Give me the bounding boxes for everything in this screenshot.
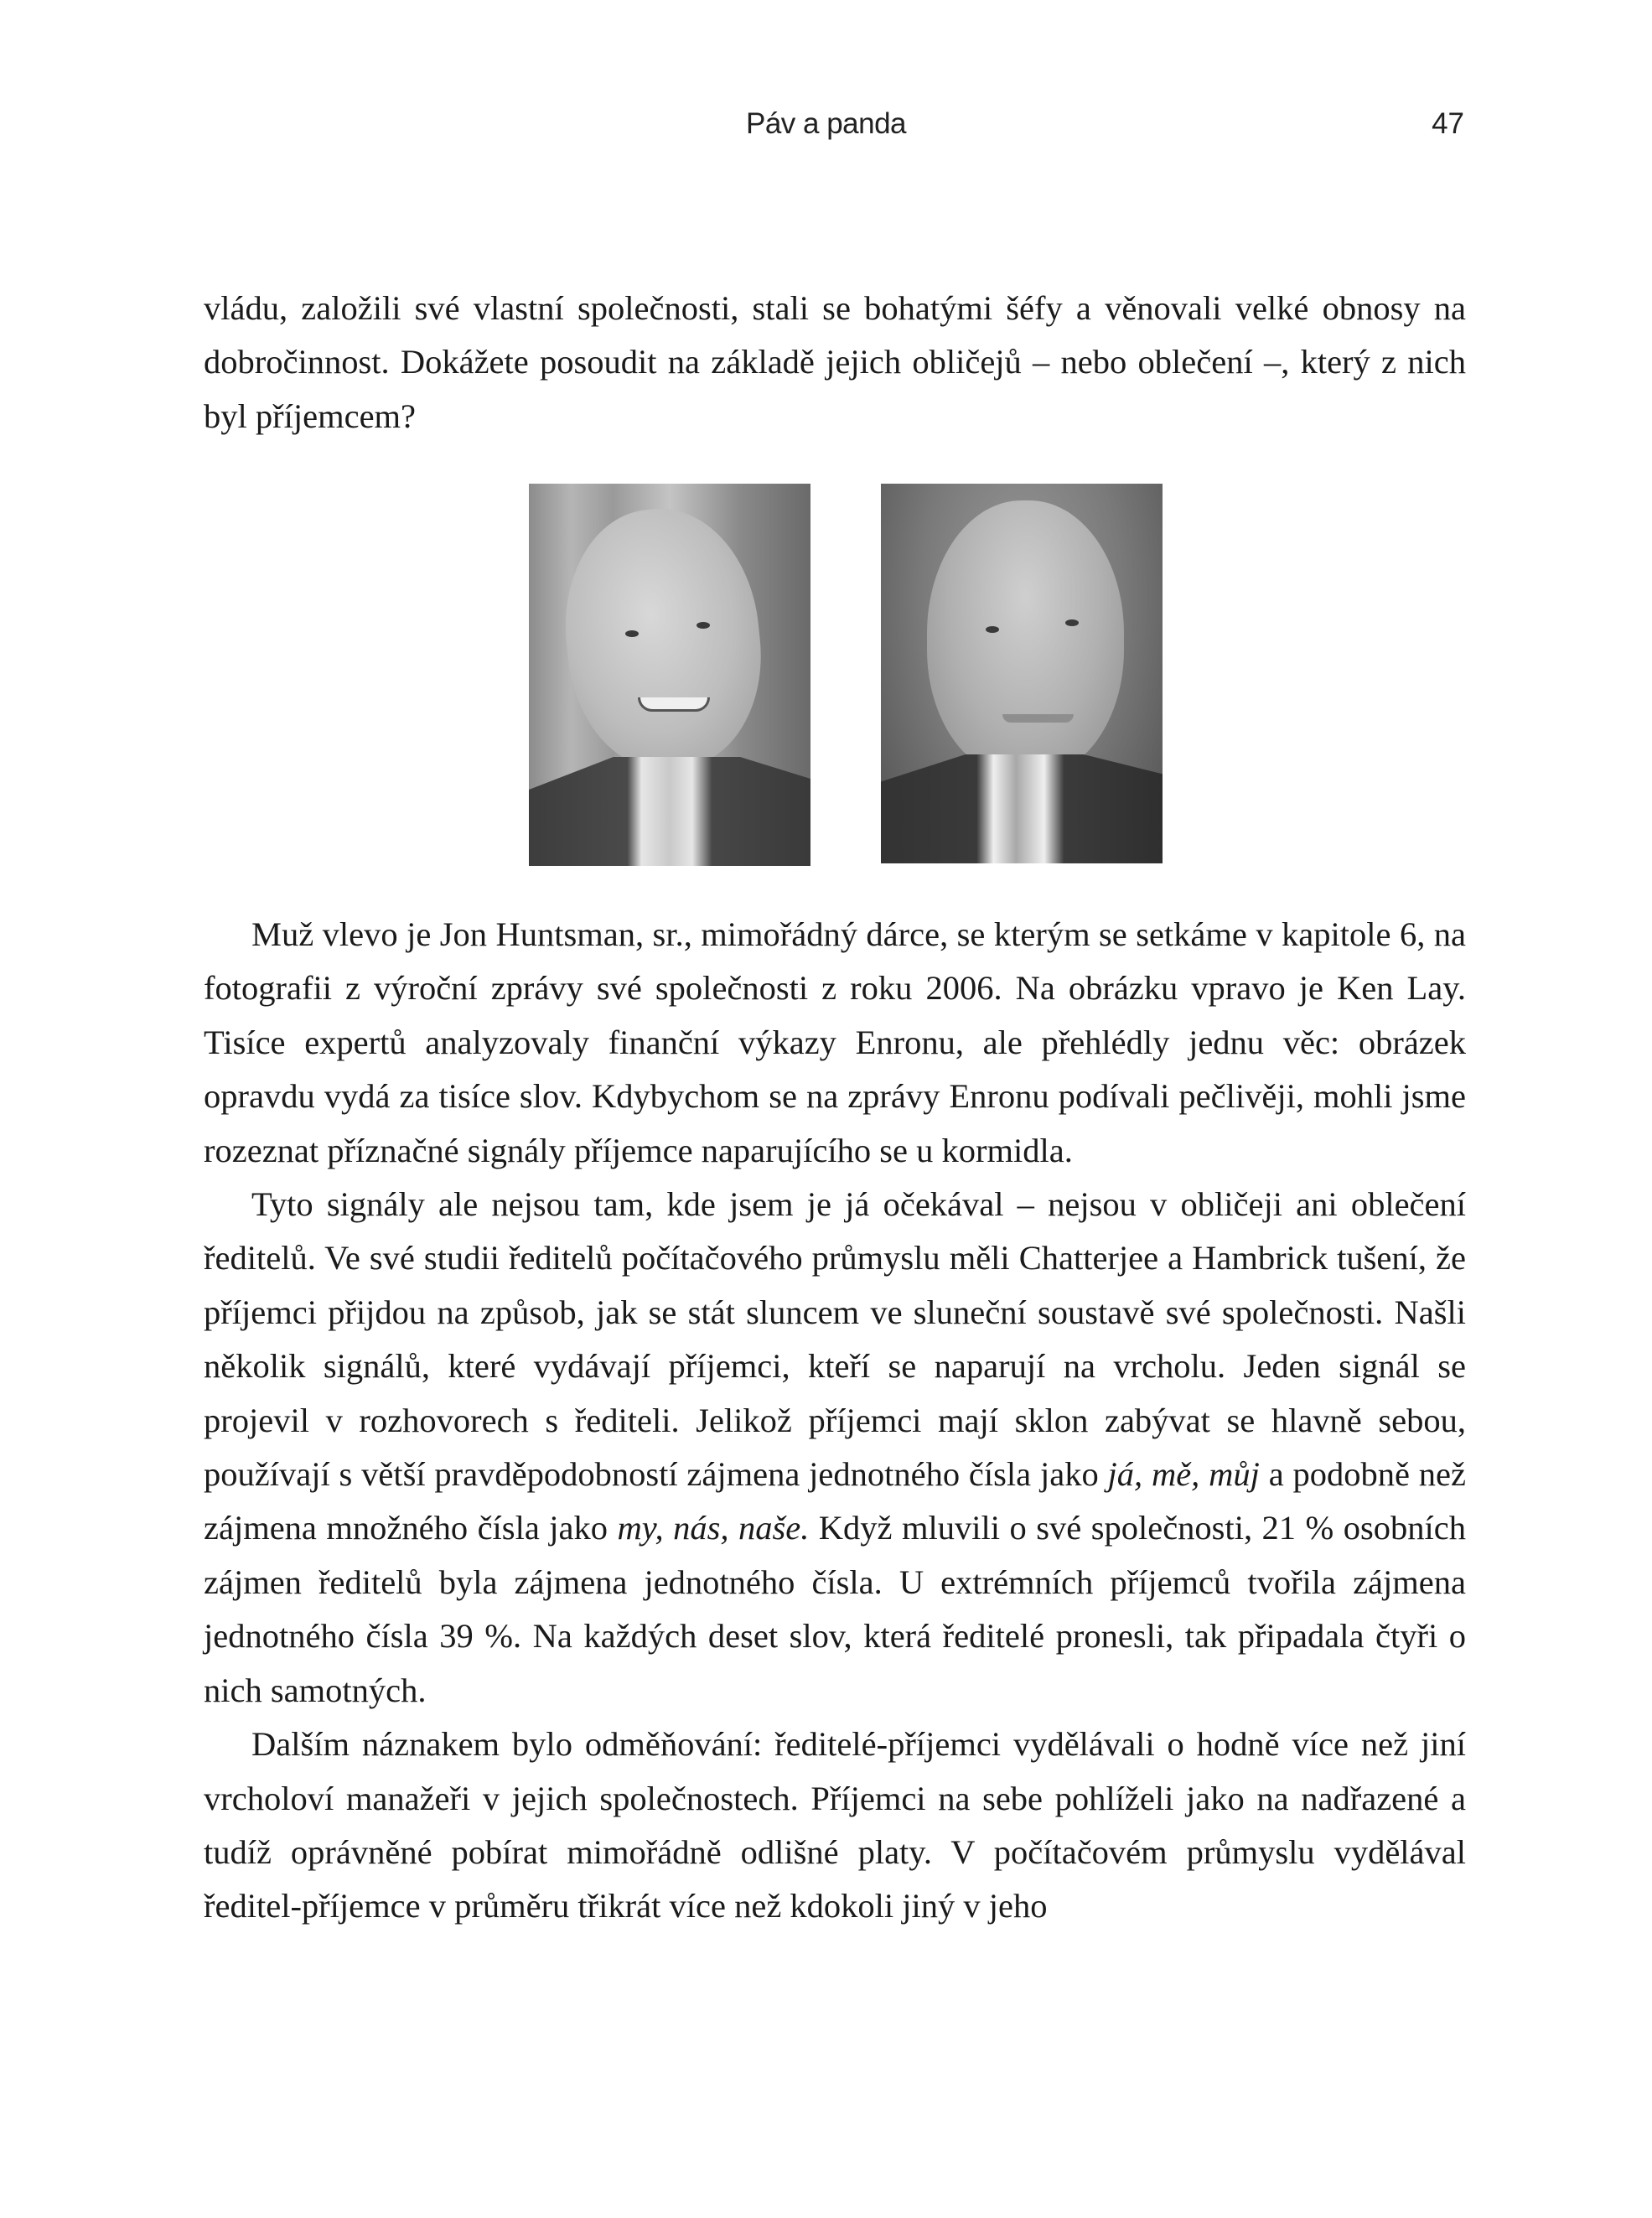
portrait-head: [927, 500, 1124, 777]
page-number: 47: [1432, 107, 1464, 140]
paragraph-signals: [204, 1178, 1466, 1718]
text-segment: Dalším náznakem bylo odměňování: ředitelé-příjemci vydělávali o hodně více než jiní vrcholoví manažeři v jejich společnostech. Příjemci na sebe pohlíželi jako na nadřazené a tudíž oprávněné pobírat mimořádně odlišné platy. V počítačovém průmyslu vydělával ředitel-příjemce v průměru třikrát více než kdokoli jiný v jeho: [204, 1725, 1466, 1925]
running-title: Páv a panda: [745, 107, 907, 140]
lead-paragraph-block: [204, 282, 1466, 443]
portrait-eye: [1065, 619, 1079, 626]
portrait-eye: [697, 622, 710, 629]
portrait-suit: [881, 754, 1163, 863]
portrait-photo-jon-huntsman: [529, 484, 810, 866]
portrait-smile: [1002, 714, 1074, 723]
portrait-eye: [986, 626, 999, 633]
portrait-head: [553, 500, 772, 778]
portrait-figures: [0, 484, 1652, 869]
portrait-suit: [529, 757, 810, 866]
portrait-photo-ken-lay: [881, 484, 1163, 863]
text-segment: Když mluvili o své společnosti, 21 % osobních zájmen ředitelů byla zájmena jednotného čísla. U extrémních příjemců tvořila zájmena jednotného čísla 39 %. Na každých deset slov, která ředitelé pronesli, tak připadala čtyři o nich samotných.: [204, 1509, 1466, 1709]
portrait-smile: [638, 697, 710, 712]
portrait-eye: [625, 630, 639, 637]
text-segment: a podobně než zájmena množného čísla jako: [204, 1455, 1466, 1547]
paragraph-huntsman-lay: [204, 908, 1466, 1178]
italic-pronouns-plural: my, nás, naše.: [617, 1509, 810, 1547]
text-segment: Muž vlevo je Jon Huntsman, sr., mimořádný dárce, se kterým se setkáme v kapitole 6, na fotografii z výroční zprávy své společnosti z roku 2006. Na obrázku vpravo je Ken Lay. Tisíce expertů analyzovaly finanční výkazy Enronu, ale přehlédly jednu věc: obrázek opravdu vydá za tisíce slov. Kdybychom se na zprávy Enronu podívali pečlivěji, mohli jsme rozeznat příznačné signály příjemce naparujícího se u kormidla.: [204, 915, 1466, 1169]
text-segment: Tyto signály ale nejsou tam, kde jsem je já očekával – nejsou v obličeji ani oblečení ředitelů. Ve své studii ředitelů počítačového průmyslu měli Chatterjee a Hambrick tušení, že příjemci přijdou na způsob, jak se stát sluncem ve sluneční soustavě své společnosti. Našli několik signálů, které vydávají příjemci, kteří se naparují na vrcholu. Jeden signál se projevil v rozhovorech s řediteli. Jelikož příjemci mají sklon zabývat se hlavně sebou, používají s větší pravděpodobností zájmena jednotného čísla jako: [204, 1185, 1466, 1494]
lead-paragraph: vládu, založili své vlastní společnosti, stali se bohatými šéfy a věnovali velké obnosy na dobročinnost. Dokážete posoudit na základě jejich obličejů – nebo oblečení –, který z nich byl příjemcem?: [204, 289, 1466, 435]
body-text: [204, 908, 1466, 1934]
italic-pronouns-singular: já, mě, můj: [1107, 1455, 1260, 1494]
paragraph-compensation: [204, 1718, 1466, 1934]
running-header: [0, 107, 1652, 149]
